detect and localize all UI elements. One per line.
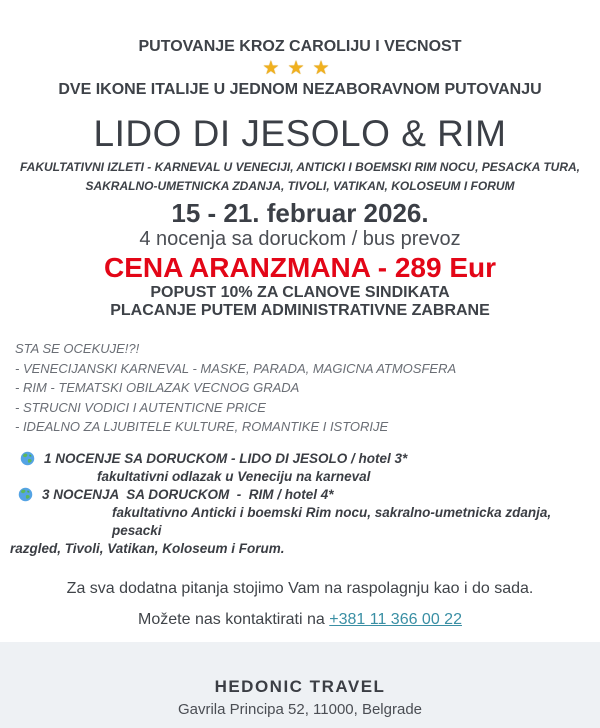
phone-link[interactable]: +381 11 366 00 22 <box>329 610 462 628</box>
support-line: Za sva dodatna pitanja stojimo Vam na raspolagnju kao i do sada. <box>66 579 534 597</box>
globe-icon <box>18 487 33 502</box>
excursions-subtitle-line1: FAKULTATIVNI IZLETI - KARNEVAL U VENECIJI, ANTICKI I BOEMSKI RIM NOCU, PESACKA TURA, <box>19 160 580 174</box>
itinerary-entry-1-title: 1 NOCENJE SA DORUCKOM - LIDO DI JESOLO / hotel 3* <box>44 450 408 466</box>
expectations-heading: STA SE OCEKUJE!?! <box>15 341 140 356</box>
contact-line <box>0 610 600 630</box>
page-title: LIDO DI JESOLO & RIM <box>93 113 507 154</box>
company-address: Gavrila Principa 52, 11000, Belgrade <box>177 701 423 718</box>
company-name: HEDONIC TRAVEL <box>214 677 386 696</box>
itinerary-entry-2-detail-line1: fakultativno Anticki i boemski Rim nocu, sakralno-umetnicka zdanja, pesacki <box>112 504 552 538</box>
itinerary-entry-2-detail-line2: razgled, Tivoli, Vatikan, Koloseum i Forum. <box>10 540 285 556</box>
trip-dates: 15 - 21. februar 2026. <box>171 198 429 228</box>
expectations-block <box>15 339 600 437</box>
star-icon: ★ <box>312 58 338 79</box>
itinerary-entry-1-detail: fakultativni odlazak u Veneciju na karneval <box>97 468 371 484</box>
excursions-subtitle <box>0 158 600 196</box>
contact-prefix: Možete nas kontaktirati na <box>138 610 330 628</box>
board-and-transport: 4 nocenja sa doruckom / bus prevoz <box>139 228 461 250</box>
excursions-subtitle-line2: SAKRALNO-UMETNICKA ZDANJA, TIVOLI, VATIKAN, KOLOSEUM I FORUM <box>85 179 515 193</box>
stars-row <box>0 59 600 79</box>
list-item: - VENECIJANSKI KARNEVAL - MASKE, PARADA, MAGICNA ATMOSFERA <box>15 360 457 376</box>
star-icon: ★ <box>262 58 288 79</box>
footer <box>0 642 600 728</box>
discount-line2: PLACANJE PUTEM ADMINISTRATIVNE ZABRANE <box>110 301 490 319</box>
itinerary-entry-2-title: 3 NOCENJA SA DORUCKOM - RIM / hotel 4* <box>42 486 334 502</box>
tagline-top: PUTOVANJE KROZ CAROLIJU I VECNOST <box>138 38 462 55</box>
list-item: - IDEALNO ZA LJUBITELE KULTURE, ROMANTIKE I ISTORIJE <box>15 419 389 434</box>
price-line: CENA ARANZMANA - 289 Eur <box>103 252 497 283</box>
star-icon: ★ <box>287 58 313 79</box>
tagline-bottom: DVE IKONE ITALIJE U JEDNOM NEZABORAVNOM PUTOVANJU <box>58 81 542 98</box>
itinerary-entry-1 <box>20 450 600 468</box>
itinerary-entry-2 <box>18 486 600 504</box>
discount-line1: POPUST 10% ZA CLANOVE SINDIKATA <box>150 284 450 301</box>
list-item: - RIM - TEMATSKI OBILAZAK VECNOG GRADA <box>15 380 300 395</box>
itinerary-block <box>0 450 600 558</box>
globe-icon <box>20 451 35 466</box>
list-item: - STRUCNI VODICI I AUTENTICNE PRICE <box>15 399 266 415</box>
